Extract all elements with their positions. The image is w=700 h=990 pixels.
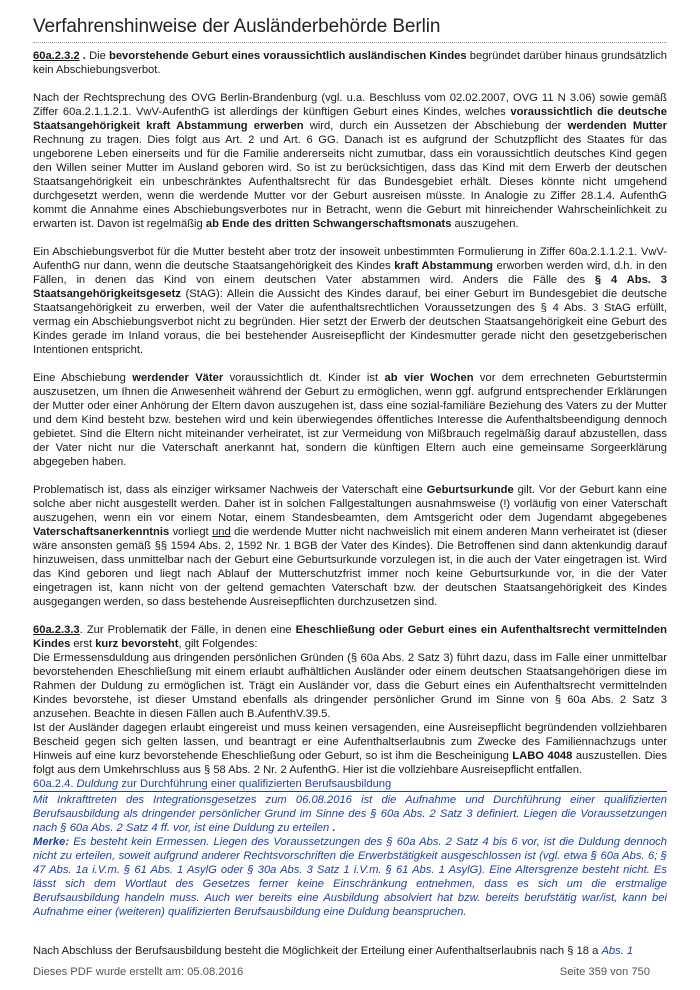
text-run: LABO 4048: [512, 750, 573, 762]
text-run: Eheschließung oder Geburt eines ein Aufenthaltsrecht vermittelnden Kindes: [33, 624, 667, 650]
paragraph-ermessensduldung: [33, 651, 667, 721]
text-run: Die: [89, 50, 109, 62]
text-run: ab vier Wochen: [384, 372, 474, 384]
abs-1-link[interactable]: Abs. 1: [601, 945, 634, 957]
text-run: voraussichtlich die deutsche Staatsangehörigkeit kraft Abstammung erwerben: [33, 106, 667, 132]
paragraph-erlaubt-eingereist: [33, 721, 667, 777]
text-run: .: [79, 50, 90, 62]
document-page: [33, 0, 667, 958]
section-number: 60a.2.4.: [33, 778, 74, 790]
text-run: Problematisch ist, dass als einziger wirksamer Nachweis der Vaterschaft eine: [33, 484, 427, 496]
text-run: Eine Abschiebung: [33, 372, 133, 384]
text-run: Ein Abschiebungsverbot für die Mutter besteht aber trotz der insoweit unbestimmten Formulierung in Ziffer 60a.2.1.1.2.1. VwV-AufenthG nur dann, wenn die deutsche Staatsangehörigkeit des Kindes: [33, 246, 667, 272]
text-run: erworben werden wird, d.h. in den Fällen, in denen das Kind von einem deutschen Vater abstammen wird. Anders die Fälle des: [33, 260, 668, 286]
text-run: .: [332, 822, 336, 834]
document-body: [33, 49, 667, 777]
paragraph-abschiebungsverbot-mutter: [33, 245, 667, 357]
text-run: Es besteht kein Ermessen. Liegen des Voraussetzungen des § 60a Abs. 2 Satz 4 bis 6 vor, ist die Duldung dennoch nicht zu erteilen, soweit aufgrund anderer Rechtsvorschriften die Erwerbstätigkeit ausgeschlossen ist (vgl. etwa § 60a Abs. 6; § 47 Abs. 1a i.V.m. § 61 Abs. 1 AsylG oder § 30a Abs. 3 Satz 1 i.V.m. § 61 Abs. 1 AsylG). Eine Altersgrenze besteht nicht. Es lässt sich dem Wortlaut des Gesetzes ferner keine Einschränkung entnehmen, dass es sich um die erstmalige Berufsausbildung handeln muss. Auch wer bereits eine Ausbildung absolviert hat bzw. bereits berufstätig war/ist, kann bei Aufnahme einer (weiteren) qualifizierten Berufsausbildung eine Duldung beanspruchen.: [33, 836, 667, 918]
text-run: Rechnung zu tragen. Dies folgt aus Art. 2 und Art. 6 GG. Danach ist es aufgrund der Schutzpflicht des Staates für das ungeborene Leben einerseits und für die Familie andererseits nicht zumutbar, dass ein voraussichtlich deutsches Kind gegen den Willen seiner Mutter im Ausland geboren wird. So ist zu berücksichtigen, dass das Kind mit dem Erwerb der deutschen Staatsangehörigkeit ein unbeschränktes Aufenthaltsrecht für das Bundesgebiet erhält. Dieses könnte nicht umgehend durchgesetzt werden, wenn die werdende Mutter vor der Geburt ausreisen müsste. In Analogie zu Ziffer 28.1.4. AufenthG kommt die Annahme eines Abschiebungsverbotes nur in Betracht, wenn die Geburt mit hinreichender Wahrscheinlichkeit zu erwarten ist. Davon ist regelmäßig: [33, 134, 667, 230]
paragraph-60a-2-3-3: [33, 623, 667, 651]
text-run: 60a.2.3.2: [33, 50, 80, 62]
paragraph-geburtsurkunde: [33, 483, 667, 609]
text-run: erst: [70, 638, 96, 650]
text-run: Ist der Ausländer dagegen erlaubt eingereist und muss keinen versagenden, eine Ausreisepflicht begründenden vollziehbaren Bescheid gegen sich gelten lassen, und beantragt er eine Aufenthaltserlaubnis zum Zwecke des Familiennachzugs unter Hinweis auf eine kurz bevorstehende Eheschließung oder Geburt, so ist ihm die Bescheinigung: [33, 722, 667, 762]
text-run: . Zur Problematik der Fälle, in denen eine: [79, 624, 296, 636]
text-run: auszugehen.: [451, 218, 519, 230]
section-heading-60a-2-4: [33, 778, 667, 790]
text-run: , gilt Folgendes:: [178, 638, 258, 650]
text-run: ab Ende des dritten Schwangerschaftsmonats: [205, 218, 452, 230]
paragraph-nach-abschluss-text: Nach Abschluss der Berufsausbildung besteht die Möglichkeit der Erteilung einer Aufenthaltserlaubnis nach § 18 a: [33, 945, 602, 957]
paragraph-werdende-vaeter: [33, 371, 667, 469]
text-run: werdenden Mutter: [567, 120, 667, 132]
paragraph-ovg-rechtsprechung: [33, 91, 667, 231]
text-run: voraussichtlich dt. Kinder ist: [223, 372, 385, 384]
amendment-box: [33, 791, 667, 919]
text-run: gilt. Vor der Geburt kann eine solche aber nicht ausgestellt werden. Daher ist in solchen Fallgestaltungen ausnahmsweise (!) vorläufig von einer Vaterschaft auszugehen, wenn ein vor einem Notar, einem Standesbeamten, dem Amtsgericht oder dem Jugendamt abgegebenes: [33, 484, 667, 524]
text-run: Die Ermessensduldung aus dringenden persönlichen Gründen (§ 60a Abs. 2 Satz 3) führt dazu, dass im Falle einer unmittelbar bevorstehenden Eheschließung mit einem erlaubt aufhältlichen Ausländer oder einem deutschen Staatsangehörigen diese im Rahmen der Duldung zu ermöglichen ist. Trägt ein Ausländer vor, dass die Geburt eines ein Aufenthaltsrecht vermittelnden Kindes bevorstehe, ist dieser Umstand ebenfalls als dringender persönlicher Grund im Sinne von § 60a Abs. 2 Satz 3 anzusehen. Beachte in diesen Fällen auch B.AufenthV.39.5.: [33, 652, 667, 720]
text-run: Nach der Rechtsprechung des OVG Berlin-Brandenburg (vgl. u.a. Beschluss vom 02.02.2007, OVG 11 N 3.06) sowie gemäß Ziffer 60a.2.1.1.2.1. VwV-AufenthG ist allerdings der künftigen Geburt eines Kindes, welches: [33, 92, 667, 118]
text-run: kurz bevorsteht: [95, 638, 179, 650]
text-run: werdender Väter: [132, 372, 224, 384]
section-title-italic: Duldung: [76, 778, 119, 790]
paragraph-nach-abschluss: [33, 944, 667, 958]
section-title-rest: zur Durchführung einer qualifizierten Berufsausbildung: [118, 778, 392, 790]
text-run: die werdende Mutter nicht nachweislich mit einem anderen Mann verheiratet ist (dieser wäre ansonsten gemäß §§ 1594 Abs. 2, 1592 Nr. 1 BGB der Vater des Kindes). Die Betroffenen sind dann aktenkundig darauf hinzuweisen, dass unmittelbar nach der Geburt eine Geburtsurkunde vorzulegen ist, in die auch der Vater eingetragen ist. Wird das Kind geboren und liegt nach Ablauf der Mutterschutzfrist immer noch keine Geburtsurkunde vor, in die der Vater eingetragen ist, kann nicht von der geltend gemachten Vaterschaft bzw. der deutschen Staatsangehörigkeit des Kindes ausgegangen werden, so dass bestehende Ausreisepflichten durchzusetzen sind.: [33, 526, 668, 608]
text-run: wird, durch ein Aussetzen der Abschiebung der: [303, 120, 568, 132]
text-run: auszustellen. Dies folgt aus dem Umkehrschluss aus § 58 Abs. 2 Nr. 2 AufenthG. Hier ist die vollziehbare Ausreisepflicht entfallen.: [33, 750, 667, 776]
text-run: kraft Abstammung: [394, 260, 494, 272]
document-title: Verfahrenshinweise der Ausländerbehörde Berlin: [33, 16, 441, 37]
text-run: Vaterschaftsanerkenntnis: [33, 526, 170, 538]
text-run: § 4 Abs. 3 Staatsangehörigkeitsgesetz: [33, 274, 668, 300]
text-run: vorliegt: [169, 526, 213, 538]
page-footer: [33, 966, 650, 978]
text-run: vor dem errechneten Geburtstermin auszusetzen, um Ihnen die Anwesenheit während der Geburt zu ermöglichen, wenn ggf. aufgrund entsprechender Erklärungen der Mutter oder einer Anhörung der Eltern davon auszugehen ist, dass eine sozial-familiäre Beziehung des Vaters zu der Mutter und dem Kind besteht bzw. bestehen wird und kein überwiegendes öffentliches Interesse die Aufenthaltsbeendigung dennoch gebietet. Sind die Eltern nicht miteinander verheiratet, ist zur Vermeidung von Mißbrauch regelmäßig darauf abzustellen, dass der Vater nicht nur die Vaterschaft anerkannt hat, sondern die künftigen Eltern auch eine gemeinsame Sorgeerklärung abgegeben haben.: [33, 372, 667, 468]
text-run: Geburtsurkunde: [426, 484, 514, 496]
text-run: und: [212, 526, 231, 538]
title-divider: [33, 42, 667, 43]
footer-page-number: Seite 359 von 750: [559, 966, 650, 978]
text-run: 60a.2.3.3: [33, 624, 80, 636]
text-run: Mit Inkrafttreten des Integrationsgesetzes zum 06.08.2016 ist die Aufnahme und Durchführung einer qualifizierten Berufsausbildung als dringender persönlicher Grund im Sinne des § 60a Abs. 2 Satz 3 definiert. Liegen die Voraussetzungen nach § 60a Abs. 2 Satz 4 ff. vor, ist eine Duldung zu erteilen: [33, 794, 667, 834]
text-run: begründet darüber hinaus grundsätzlich kein Abschiebungsverbot.: [33, 50, 667, 76]
text-run: Merke:: [33, 836, 70, 848]
footer-created-date: Dieses PDF wurde erstellt am: 05.08.2016: [33, 966, 244, 978]
paragraph-60a-2-3-2: [33, 49, 667, 77]
text-run: bevorstehende Geburt eines voraussichtlich ausländischen Kindes: [108, 50, 467, 62]
amendment-paragraph-merke: [33, 835, 667, 919]
amendment-paragraph-integrationsgesetz: [33, 793, 667, 835]
text-run: (StAG): Allein die Aussicht des Kindes darauf, bei einer Geburt im Bundesgebiet die deutsche Staatsangehörigkeit zu erwerben, weil der Vater die aufenthaltsrechtlichen Voraussetzungen des § 4 Abs. 3 StAG erfüllt, vermag ein Abschiebungsverbot nicht zu begründen. Hier setzt der Erwerb der deutschen Staatsangehörigkeit eine Geburt des Kindes gerade im Inland voraus, die bei bestehender Ausreisepflicht der Kindesmutter gerade nicht den gesetzgeberischen Intentionen entspricht.: [33, 288, 667, 356]
